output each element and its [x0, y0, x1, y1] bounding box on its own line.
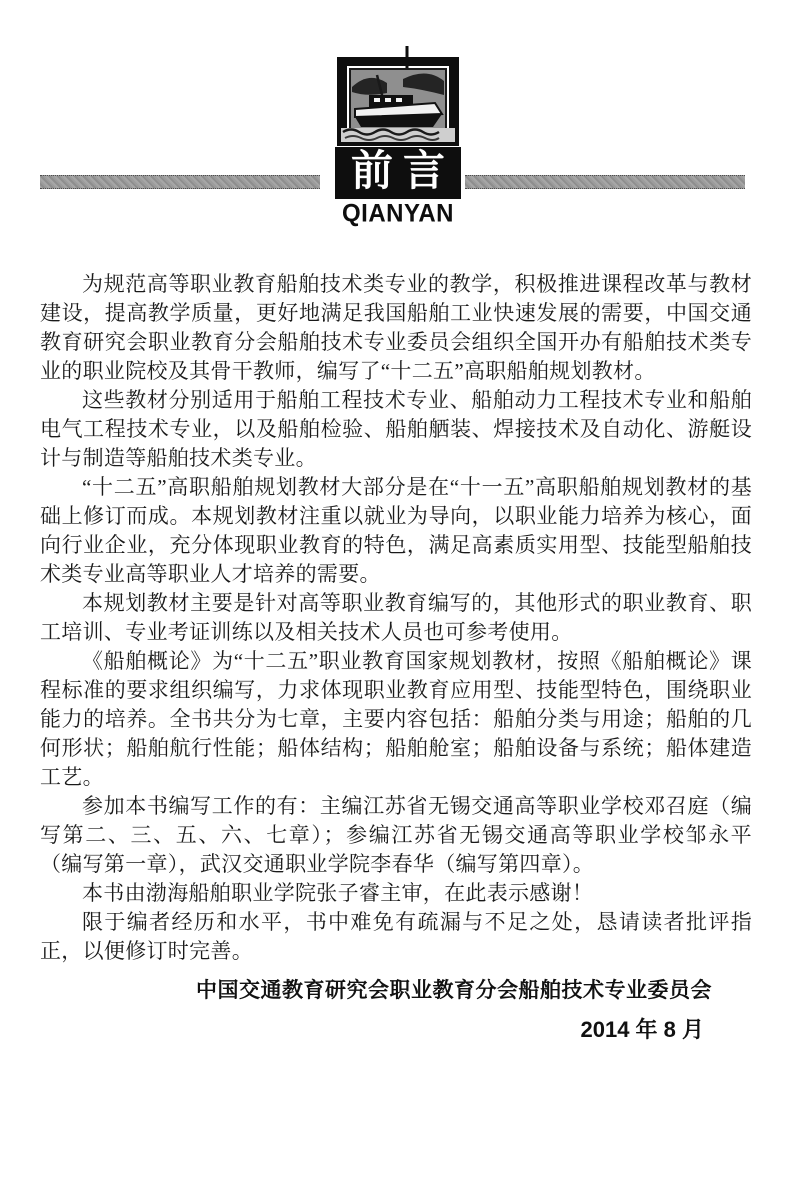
- preface-header: [0, 0, 790, 270]
- qianyan-logo: [335, 45, 461, 228]
- preface-paragraph-6: 参加本书编写工作的有：主编江苏省无锡交通高等职业学校邓召庭（编写第二、三、五、六、七章）；参编江苏省无锡交通高等职业学校邹永平（编写第一章），武汉交通职业学院李春华（编写第四章）。: [40, 794, 752, 876]
- preface-paragraph-2: 这些教材分别适用于船舶工程技术专业、船舶动力工程技术专业和船舶电气工程技术专业，以及船舶检验、船舶舾装、焊接技术及自动化、游艇设计与制造等船舶技术类专业。: [40, 388, 752, 470]
- preface-paragraph-8: 限于编者经历和水平，书中难免有疏漏与不足之处，恳请读者批评指正，以便修订时完善。: [40, 910, 752, 963]
- signature-date: 2014 年 8 月: [580, 1017, 704, 1042]
- preface-paragraph-7: 本书由渤海船舶职业学院张子睿主审，在此表示感谢！: [82, 881, 594, 905]
- logo-title: 前言: [335, 147, 461, 199]
- preface-paragraph-4: 本规划教材主要是针对高等职业教育编写的，其他形式的职业教育、职工培训、专业考证训练以及相关技术人员也可参考使用。: [40, 591, 752, 644]
- preface-body: [40, 270, 752, 966]
- preface-paragraph-5: 《船舶概论》为“十二五”职业教育国家规划教材，按照《船舶概论》课程标准的要求组织编写，力求体现职业教育应用型、技能型特色，围绕职业能力的培养。全书共分为七章，主要内容包括：船舶分类与用途；船舶的几何形状；船舶航行性能；船体结构；船舶舱室；船舶设备与系统；船体建造工艺。: [40, 649, 752, 789]
- ship-woodcut-icon: [335, 45, 461, 147]
- signature-block: [196, 974, 712, 1044]
- preface-paragraph-3: “十二五”高职船舶规划教材大部分是在“十一五”高职船舶规划教材的基础上修订而成。本规划教材注重以就业为导向，以职业能力培养为核心，面向行业企业，充分体现职业教育的特色，满足高素质实用型、技能型船舶技术类专业高等职业人才培养的需要。: [40, 475, 752, 586]
- preface-paragraph-1: 为规范高等职业教育船舶技术类专业的教学，积极推进课程改革与教材建设，提高教学质量，更好地满足我国船舶工业快速发展的需要，中国交通教育研究会职业教育分会船舶技术专业委员会组织全国开办有船舶技术类专业的职业院校及其骨干教师，编写了“十二五”高职船舶规划教材。: [40, 272, 752, 383]
- right-divider-bar: [465, 175, 745, 189]
- left-divider-bar: [40, 175, 320, 189]
- logo-subtitle: QIANYAN: [342, 199, 454, 228]
- signature-organization: 中国交通教育研究会职业教育分会船舶技术专业委员会: [196, 979, 712, 1002]
